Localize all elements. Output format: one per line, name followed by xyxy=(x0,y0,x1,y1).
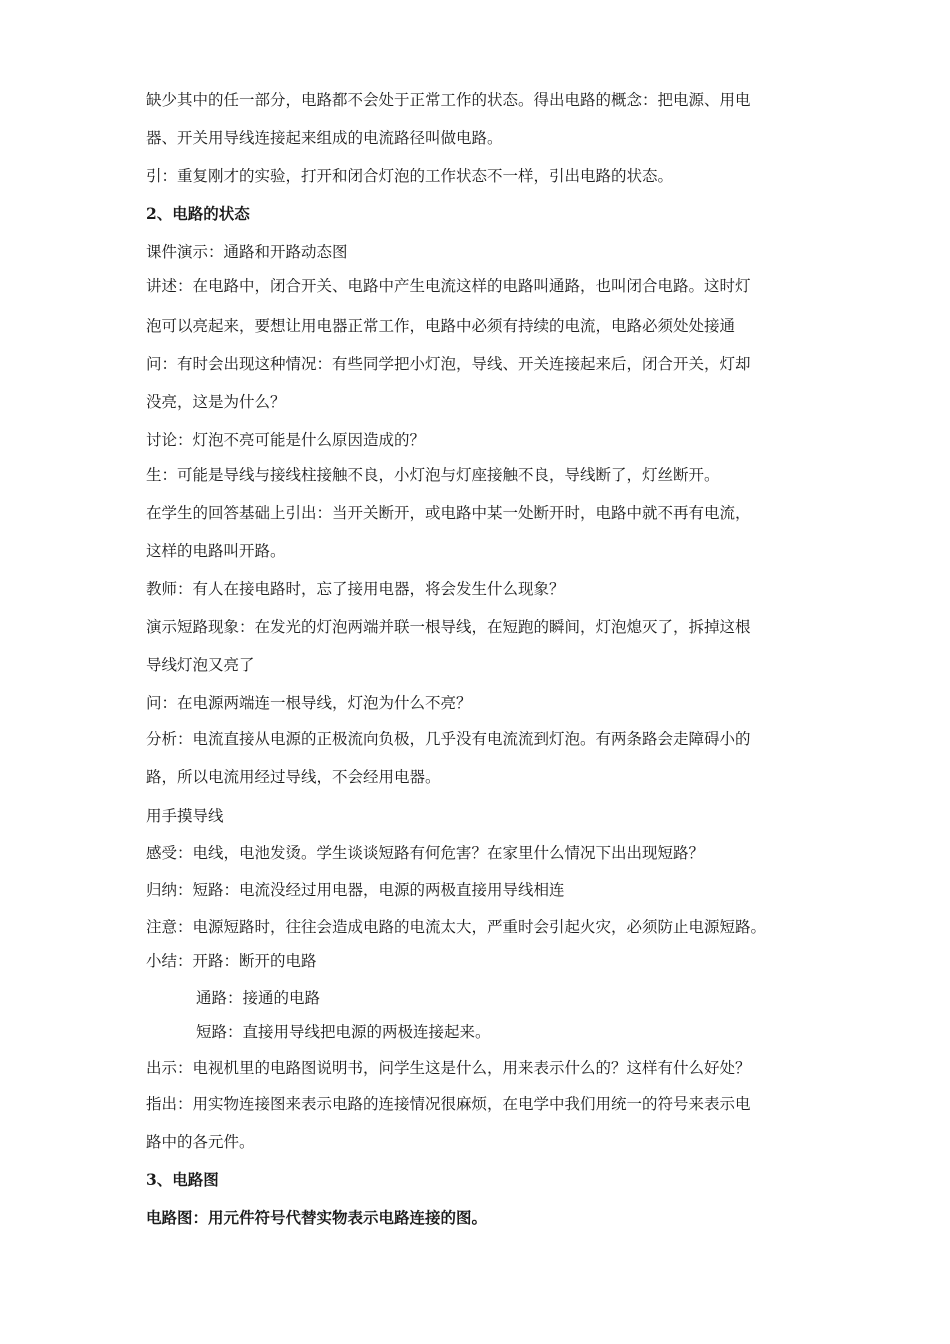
paragraph-line: 器、开关用导线连接起来组成的电流路径叫做电路。 xyxy=(146,129,503,147)
paragraph-line: 感受：电线，电池发烫。学生谈谈短路有何危害？在家里什么情况下出出现短路？ xyxy=(146,844,705,862)
paragraph-line: 演示短路现象：在发光的灯泡两端并联一根导线，在短跑的瞬间，灯泡熄灭了，拆掉这根 xyxy=(146,618,751,636)
paragraph-line: 路，所以电流用经过导线，不会经用电器。 xyxy=(146,768,441,786)
paragraph-line: 课件演示：通路和开路动态图 xyxy=(146,243,348,261)
paragraph-line: 生：可能是导线与接线柱接触不良，小灯泡与灯座接触不良，导线断了，灯丝断开。 xyxy=(146,466,720,484)
paragraph-line: 小结：开路：断开的电路 xyxy=(146,952,317,970)
paragraph-line: 导线灯泡又亮了 xyxy=(146,656,255,674)
section-heading: 2、电路的状态 xyxy=(146,204,250,223)
paragraph-line: 缺少其中的任一部分，电路都不会处于正常工作的状态。得出电路的概念：把电源、用电 xyxy=(146,91,751,109)
paragraph-line: 引：重复刚才的实验，打开和闭合灯泡的工作状态不一样，引出电路的状态。 xyxy=(146,167,674,185)
paragraph-line: 讨论：灯泡不亮可能是什么原因造成的？ xyxy=(146,431,426,449)
paragraph-line: 教师：有人在接电路时，忘了接用电器，将会发生什么现象？ xyxy=(146,580,565,598)
paragraph-line: 在学生的回答基础上引出：当开关断开，或电路中某一处断开时，电路中就不再有电流， xyxy=(146,504,751,522)
paragraph-line: 指出：用实物连接图来表示电路的连接情况很麻烦，在电学中我们用统一的符号来表示电 xyxy=(146,1095,751,1113)
paragraph-line: 用手摸导线 xyxy=(146,807,224,825)
paragraph-line: 短路：直接用导线把电源的两极连接起来。 xyxy=(196,1023,491,1041)
paragraph-line: 路中的各元件。 xyxy=(146,1133,255,1151)
paragraph-line: 问：有时会出现这种情况：有些同学把小灯泡，导线、开关连接起来后，闭合开关，灯却 xyxy=(146,355,751,373)
paragraph-line: 问：在电源两端连一根导线，灯泡为什么不亮？ xyxy=(146,694,472,712)
paragraph-line: 注意：电源短路时，往往会造成电路的电流太大，严重时会引起火灾，必须防止电源短路。 xyxy=(146,918,767,936)
paragraph-line: 分析：电流直接从电源的正极流向负极，几乎没有电流流到灯泡。有两条路会走障碍小的 xyxy=(146,730,751,748)
paragraph-line: 出示：电视机里的电路图说明书，问学生这是什么，用来表示什么的？这样有什么好处？ xyxy=(146,1059,751,1077)
paragraph-line: 没亮，这是为什么？ xyxy=(146,393,286,411)
section-heading: 3、电路图 xyxy=(146,1170,219,1189)
paragraph-line: 泡可以亮起来，要想让用电器正常工作，电路中必须有持续的电流，电路必须处处接通 xyxy=(146,317,736,335)
paragraph-line: 讲述：在电路中，闭合开关、电路中产生电流这样的电路叫通路，也叫闭合电路。这时灯 xyxy=(146,277,751,295)
paragraph-line: 通路：接通的电路 xyxy=(196,989,321,1007)
paragraph-line: 这样的电路叫开路。 xyxy=(146,542,286,560)
paragraph-line: 归纳：短路：电流没经过用电器，电源的两极直接用导线相连 xyxy=(146,881,565,899)
section-heading: 电路图：用元件符号代替实物表示电路连接的图。 xyxy=(146,1208,488,1227)
